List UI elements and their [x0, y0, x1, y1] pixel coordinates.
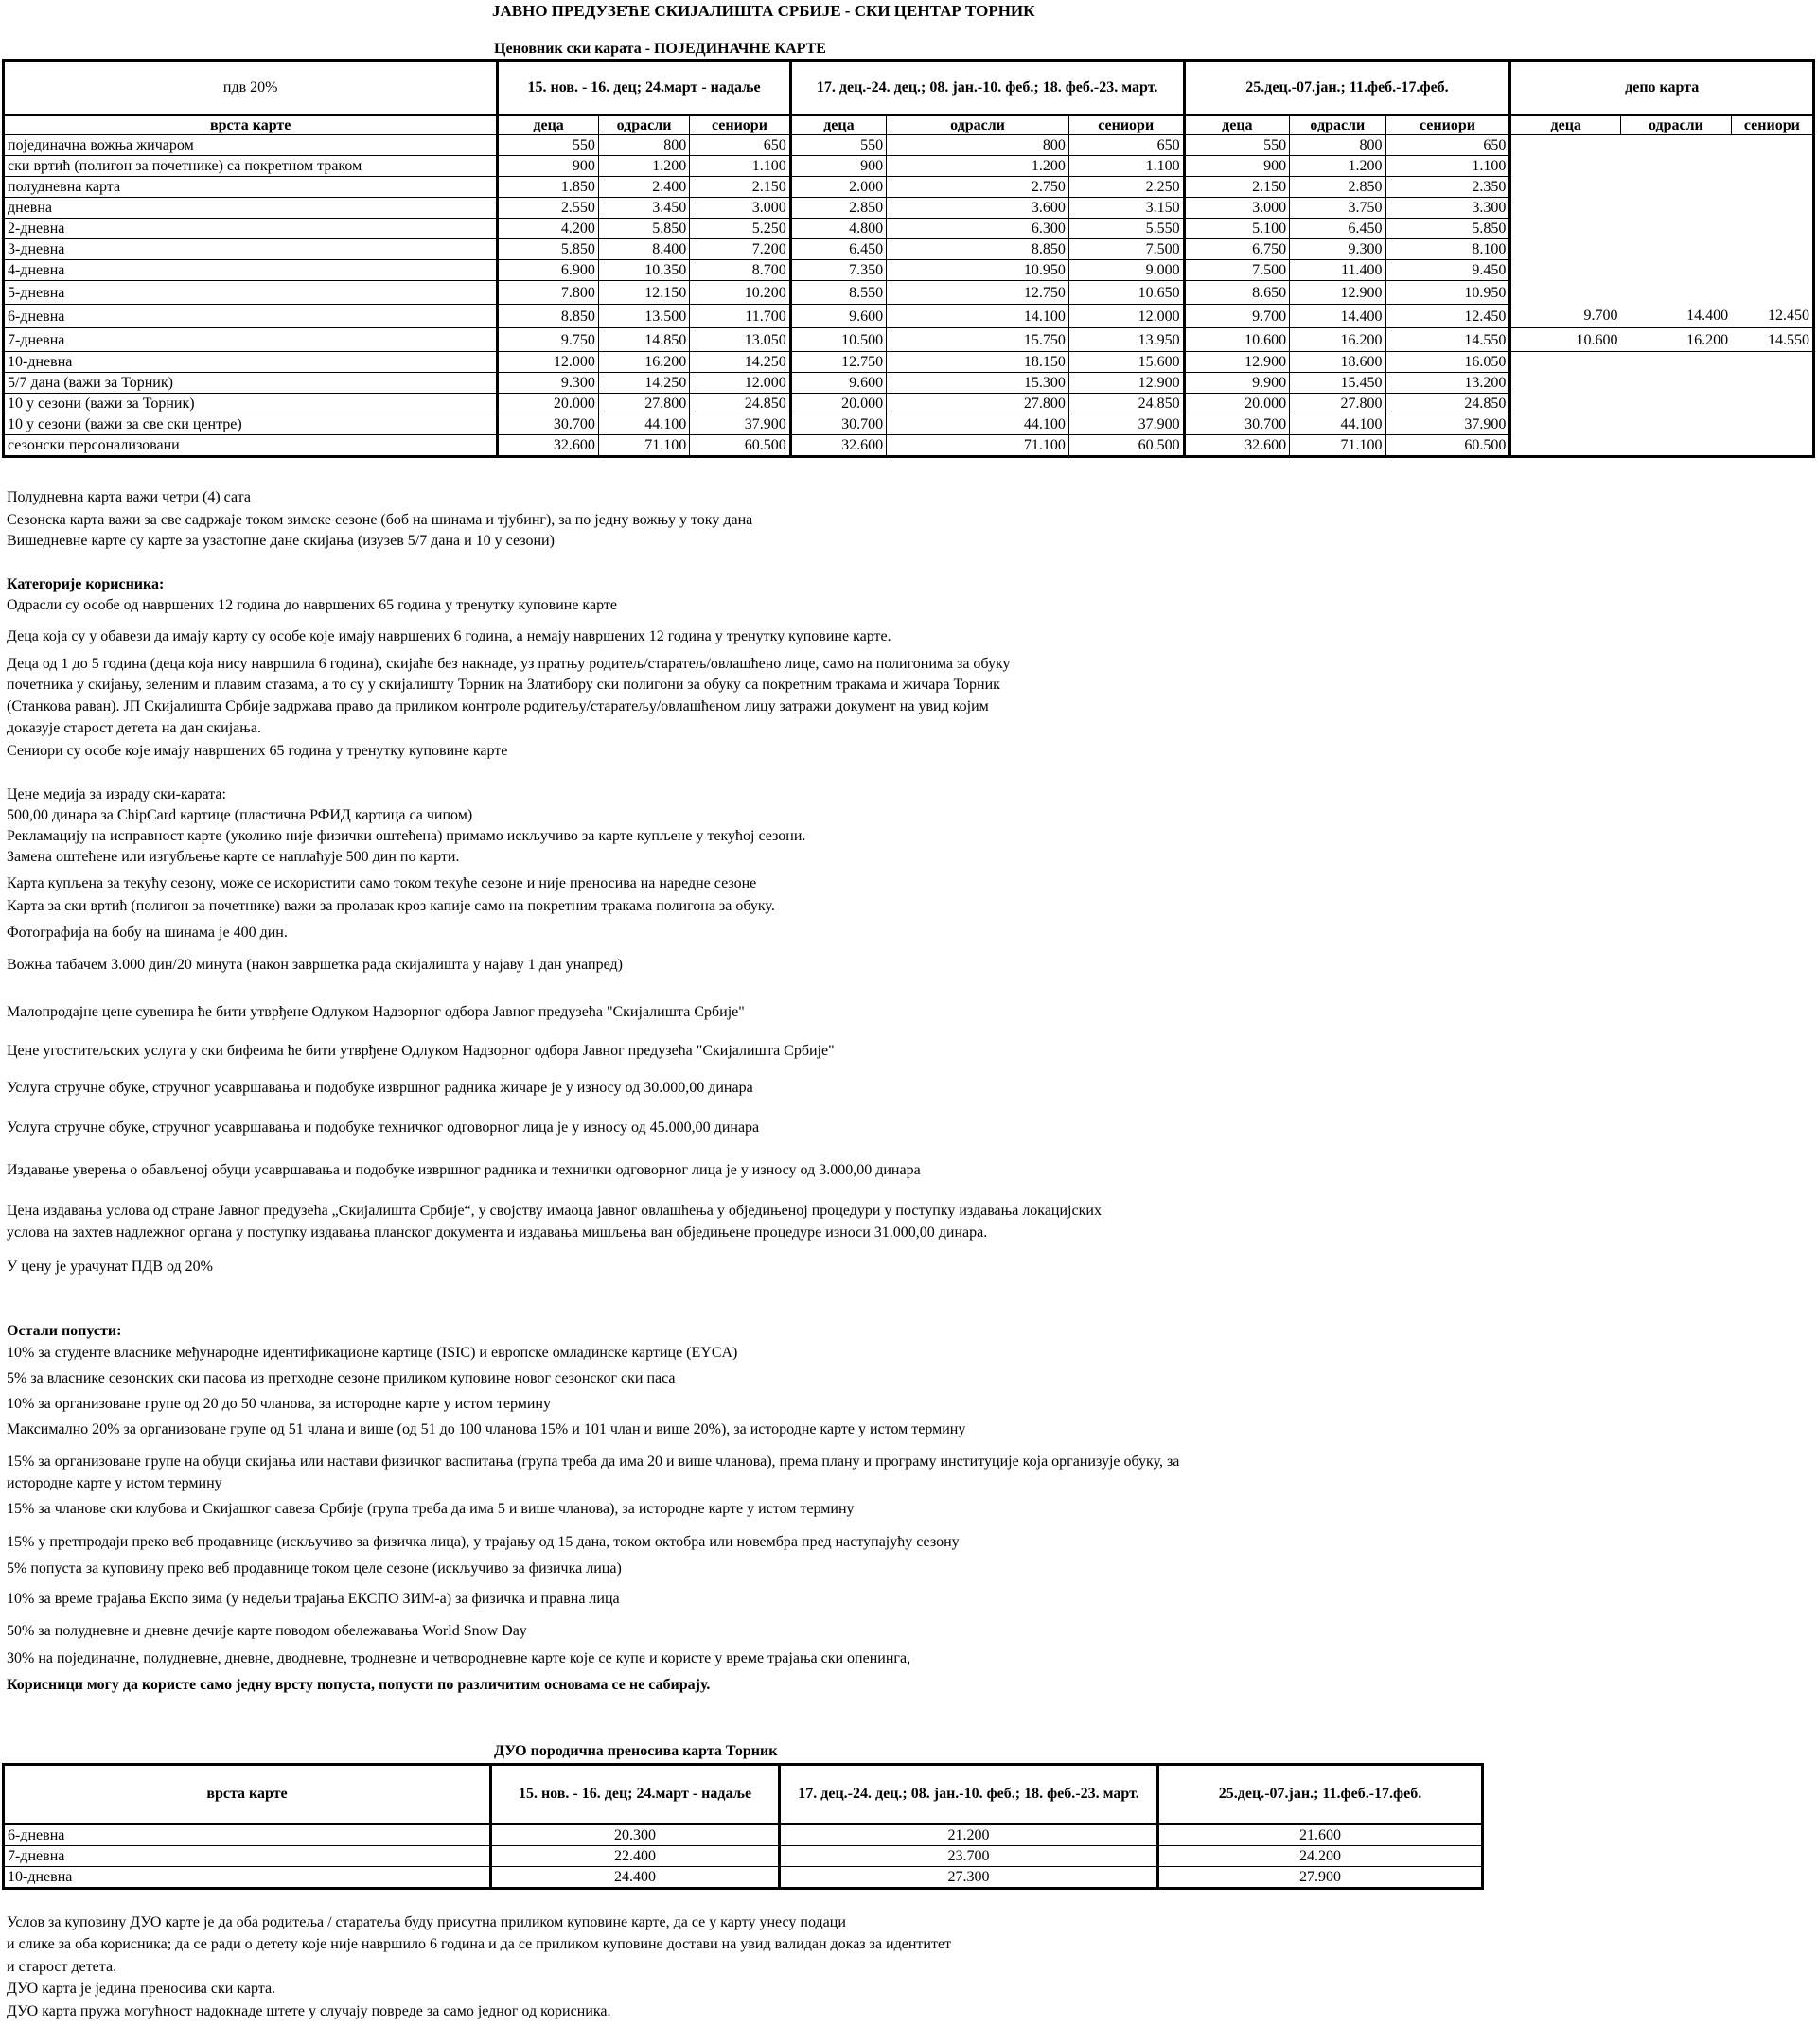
- ticket-type: 5-дневна: [4, 281, 498, 305]
- price-cell: 5.100: [1184, 219, 1290, 239]
- price-cell: 44.100: [598, 414, 689, 435]
- price-cell: 20.000: [498, 394, 599, 414]
- price-cell: 10.350: [598, 260, 689, 281]
- ticket-type: 10 у сезони (важи за све ски центре): [4, 414, 498, 435]
- ticket-type: 2-дневна: [4, 219, 498, 239]
- category-header: одрасли: [598, 115, 689, 135]
- period-header: 25.дец.-07.јан.; 11.феб.-17.феб.: [1184, 61, 1510, 115]
- price-cell: 8.700: [690, 260, 791, 281]
- price-cell: 24.850: [690, 394, 791, 414]
- ticket-type: 3-дневна: [4, 239, 498, 260]
- duo-ticket-type: 7-дневна: [4, 1846, 491, 1867]
- price-cell: 10.200: [690, 281, 791, 305]
- price-cell: 9.600: [790, 373, 886, 394]
- table-row: [4, 373, 1814, 394]
- depot-price-cell: 14.400: [1621, 305, 1732, 328]
- price-cell: 800: [887, 135, 1069, 156]
- period-header: депо карта: [1510, 61, 1814, 115]
- price-cell: 12.000: [498, 352, 599, 373]
- note-line: Замена оштећене или изгубљење карте се наплаћује 500 дин по карти.: [7, 849, 460, 865]
- category-header: одрасли: [1290, 115, 1385, 135]
- price-cell: 1.200: [1290, 156, 1385, 177]
- empty-cell: [1731, 177, 1813, 198]
- empty-cell: [1731, 260, 1813, 281]
- price-cell: 4.200: [498, 219, 599, 239]
- note-line: 50% за полудневне и дневне дечије карте поводом обележавања World Snow Day: [7, 1623, 527, 1639]
- price-cell: 12.900: [1184, 352, 1290, 373]
- price-cell: 9.300: [498, 373, 599, 394]
- duo-note-line: и слике за оба корисника; да се ради о детету које није навршило 6 година и да се приликом куповине достави на увид валидан доказ за идентитет: [7, 1936, 952, 1952]
- depot-price-cell: 12.450: [1731, 305, 1813, 328]
- category-header: деца: [498, 115, 599, 135]
- price-cell: 16.050: [1385, 352, 1510, 373]
- price-cell: 27.800: [598, 394, 689, 414]
- empty-cell: [1621, 435, 1732, 457]
- note-line: Категорије корисника:: [7, 576, 165, 592]
- table-row: [4, 394, 1814, 414]
- depot-price-cell: 14.550: [1731, 328, 1813, 352]
- price-cell: 13.200: [1385, 373, 1510, 394]
- page-subtitle: Ценовник ски карата - ПОЈЕДИНАЧНЕ КАРТЕ: [494, 41, 826, 57]
- empty-cell: [1510, 219, 1621, 239]
- price-cell: 14.250: [690, 352, 791, 373]
- note-line: Карта за ски вртић (полигон за почетнике) важи за пролазак кроз капије само на покретним тракама полигона за обуку.: [7, 898, 775, 914]
- note-line: Цена издавања услова од стране Јавног предузећа „Скијалишта Србије“, у својству имаоца јавног овлашћења у обједињеној процедури у поступку издавања локацијских: [7, 1203, 1102, 1219]
- table-row: [4, 219, 1814, 239]
- period-header: 17. дец.-24. дец.; 08. јан.-10. феб.; 18. феб.-23. март.: [790, 61, 1184, 115]
- price-cell: 2.850: [790, 198, 886, 219]
- empty-cell: [1510, 373, 1621, 394]
- ticket-type: ски вртић (полигон за почетнике) са покретном траком: [4, 156, 498, 177]
- price-cell: 3.000: [1184, 198, 1290, 219]
- price-cell: 37.900: [690, 414, 791, 435]
- price-cell: 12.000: [1068, 305, 1184, 328]
- note-line: Рекламацију на исправност карте (уколико није физички оштећена) примамо искључиво за карте купљене у текућој сезони.: [7, 828, 806, 844]
- table-row: [4, 414, 1814, 435]
- price-cell: 7.500: [1184, 260, 1290, 281]
- empty-cell: [1621, 394, 1732, 414]
- price-cell: 18.600: [1290, 352, 1385, 373]
- price-cell: 9.450: [1385, 260, 1510, 281]
- note-line: 15% у претпродаји преко веб продавнице (искључиво за физичка лица), у трајању од 15 дана, током октобра или новембра пред наступајућу сезону: [7, 1534, 960, 1550]
- empty-cell: [1510, 198, 1621, 219]
- page-title: ЈАВНО ПРЕДУЗЕЋЕ СКИЈАЛИШТА СРБИЈЕ - СКИ ЦЕНТАР ТОРНИК: [492, 2, 1035, 20]
- price-cell: 3.450: [598, 198, 689, 219]
- duo-price-cell: 23.700: [780, 1846, 1158, 1867]
- price-cell: 9.300: [1290, 239, 1385, 260]
- price-cell: 7.500: [1068, 239, 1184, 260]
- price-cell: 1.200: [887, 156, 1069, 177]
- price-cell: 15.300: [887, 373, 1069, 394]
- empty-cell: [1731, 281, 1813, 305]
- empty-cell: [1621, 373, 1732, 394]
- price-cell: 2.350: [1385, 177, 1510, 198]
- price-cell: 60.500: [690, 435, 791, 457]
- price-cell: 7.800: [498, 281, 599, 305]
- price-cell: 3.000: [690, 198, 791, 219]
- price-cell: 900: [498, 156, 599, 177]
- price-cell: 2.400: [598, 177, 689, 198]
- note-line: Фотографија на бобу на шинама је 400 дин.: [7, 925, 288, 941]
- price-cell: 14.850: [598, 328, 689, 352]
- empty-cell: [1621, 414, 1732, 435]
- price-cell: 1.850: [498, 177, 599, 198]
- table-row: [4, 435, 1814, 457]
- note-line: Одрасли су особе од навршених 12 година до навршених 65 година у тренутку куповине карте: [7, 597, 617, 613]
- price-cell: 27.800: [1290, 394, 1385, 414]
- empty-cell: [1731, 219, 1813, 239]
- price-cell: 2.150: [690, 177, 791, 198]
- depot-price-cell: 16.200: [1621, 328, 1732, 352]
- price-cell: 3.300: [1385, 198, 1510, 219]
- table-row: [4, 177, 1814, 198]
- duo-type-header: врста карте: [4, 1765, 491, 1824]
- note-line: Сезонска карта важи за све садржаје током зимске сезоне (боб на шинама и тјубинг), за по једну вожњу у току дана: [7, 512, 753, 528]
- duo-price-cell: 24.400: [491, 1867, 780, 1889]
- price-cell: 16.200: [1290, 328, 1385, 352]
- duo-price-cell: 27.900: [1158, 1867, 1483, 1889]
- depot-price-cell: 10.600: [1510, 328, 1621, 352]
- price-cell: 3.150: [1068, 198, 1184, 219]
- empty-cell: [1510, 260, 1621, 281]
- table-row: [4, 239, 1814, 260]
- category-header: одрасли: [1621, 115, 1732, 135]
- price-cell: 9.700: [1184, 305, 1290, 328]
- empty-cell: [1510, 156, 1621, 177]
- price-cell: 12.000: [690, 373, 791, 394]
- empty-cell: [1621, 239, 1732, 260]
- price-cell: 650: [690, 135, 791, 156]
- note-line: Остали попусти:: [7, 1323, 122, 1339]
- note-line: 500,00 динара за ChipCard картице (пластична РФИД картица са чипом): [7, 807, 473, 823]
- price-cell: 3.750: [1290, 198, 1385, 219]
- note-line: Вожња табачем 3.000 дин/20 минута (након завршетка рада скијалишта у најаву 1 дан унапред): [7, 957, 623, 973]
- price-cell: 6.450: [790, 239, 886, 260]
- price-cell: 44.100: [887, 414, 1069, 435]
- price-cell: 8.550: [790, 281, 886, 305]
- empty-cell: [1731, 352, 1813, 373]
- price-cell: 71.100: [887, 435, 1069, 457]
- empty-cell: [1510, 435, 1621, 457]
- empty-cell: [1621, 260, 1732, 281]
- price-cell: 550: [1184, 135, 1290, 156]
- note-line: почетника у скијању, зеленим и плавим стазама, а то су у скијалишту Торник на Златибору ски полигони за обуку са покретним тракама и жичара Торник: [7, 677, 1000, 693]
- price-cell: 2.150: [1184, 177, 1290, 198]
- category-header: сениори: [690, 115, 791, 135]
- empty-cell: [1731, 198, 1813, 219]
- price-cell: 30.700: [1184, 414, 1290, 435]
- price-cell: 10.950: [1385, 281, 1510, 305]
- empty-cell: [1731, 135, 1813, 156]
- empty-cell: [1510, 177, 1621, 198]
- ticket-type: 10 у сезони (важи за Торник): [4, 394, 498, 414]
- empty-cell: [1731, 394, 1813, 414]
- duo-price-cell: 27.300: [780, 1867, 1158, 1889]
- note-line: Карта купљена за текућу сезону, може се искористити само током текуће сезоне и није преносива на наредне сезоне: [7, 875, 757, 891]
- duo-price-cell: 22.400: [491, 1846, 780, 1867]
- duo-period-header: 17. дец.-24. дец.; 08. јан.-10. феб.; 18. феб.-23. март.: [780, 1765, 1158, 1824]
- category-header: деца: [790, 115, 886, 135]
- price-cell: 16.200: [598, 352, 689, 373]
- empty-cell: [1621, 177, 1732, 198]
- price-cell: 6.300: [887, 219, 1069, 239]
- duo-ticket-type: 10-дневна: [4, 1867, 491, 1889]
- category-header: сениори: [1068, 115, 1184, 135]
- price-cell: 5.850: [598, 219, 689, 239]
- note-line: Цене медија за израду ски-карата:: [7, 786, 226, 802]
- empty-cell: [1621, 219, 1732, 239]
- duo-ticket-type: 6-дневна: [4, 1824, 491, 1846]
- ticket-type: дневна: [4, 198, 498, 219]
- empty-cell: [1731, 156, 1813, 177]
- ticket-type: 6-дневна: [4, 305, 498, 328]
- price-cell: 18.150: [887, 352, 1069, 373]
- ticket-type: сезонски персонализовани: [4, 435, 498, 457]
- duo-price-cell: 24.200: [1158, 1846, 1483, 1867]
- empty-cell: [1621, 352, 1732, 373]
- price-cell: 650: [1068, 135, 1184, 156]
- empty-cell: [1510, 281, 1621, 305]
- price-cell: 900: [790, 156, 886, 177]
- price-cell: 10.600: [1184, 328, 1290, 352]
- note-line: Сениори су особе које имају навршених 65 година у тренутку куповине карте: [7, 743, 508, 759]
- price-cell: 1.200: [598, 156, 689, 177]
- price-cell: 32.600: [498, 435, 599, 457]
- price-cell: 6.900: [498, 260, 599, 281]
- duo-period-header: 25.дец.-07.јан.; 11.феб.-17.феб.: [1158, 1765, 1483, 1824]
- price-cell: 13.050: [690, 328, 791, 352]
- note-line: Полудневна карта важи четри (4) сата: [7, 489, 251, 505]
- note-line: (Станкова раван). ЈП Скијалишта Србије задржава право да приликом контроле родитељу/старатељу/овлашћеном лицу затражи документ на увид којим: [7, 698, 989, 714]
- price-cell: 1.100: [1385, 156, 1510, 177]
- empty-cell: [1510, 135, 1621, 156]
- table-row: [4, 156, 1814, 177]
- price-cell: 15.750: [887, 328, 1069, 352]
- price-cell: 12.150: [598, 281, 689, 305]
- price-cell: 14.100: [887, 305, 1069, 328]
- price-cell: 800: [598, 135, 689, 156]
- price-cell: 9.900: [1184, 373, 1290, 394]
- empty-cell: [1510, 414, 1621, 435]
- vat-label: пдв 20%: [4, 61, 498, 115]
- price-cell: 12.900: [1068, 373, 1184, 394]
- price-cell: 1.100: [1068, 156, 1184, 177]
- duo-row: [4, 1824, 1483, 1846]
- price-cell: 4.800: [790, 219, 886, 239]
- duo-price-cell: 21.600: [1158, 1824, 1483, 1846]
- category-header: сениори: [1385, 115, 1510, 135]
- price-cell: 7.350: [790, 260, 886, 281]
- note-line: 10% за студенте власнике међународне идентификационе картице (ISIC) и европске омладинске картице (EYCA): [7, 1345, 738, 1361]
- price-cell: 8.650: [1184, 281, 1290, 305]
- note-line: Корисници могу да користе само једну врсту попуста, попусти по различитим основама се не сабирају.: [7, 1677, 711, 1693]
- price-cell: 10.500: [790, 328, 886, 352]
- ticket-type: 10-дневна: [4, 352, 498, 373]
- price-cell: 2.850: [1290, 177, 1385, 198]
- note-line: 30% на појединачне, полудневне, дневне, дводневне, тродневне и четвородневне карте које се купе и користе у време трајања ски опенинга,: [7, 1650, 911, 1666]
- price-cell: 60.500: [1385, 435, 1510, 457]
- price-cell: 3.600: [887, 198, 1069, 219]
- price-cell: 5.250: [690, 219, 791, 239]
- price-cell: 9.750: [498, 328, 599, 352]
- table-row: [4, 260, 1814, 281]
- price-cell: 30.700: [790, 414, 886, 435]
- note-line: доказује старост детета на дан скијања.: [7, 720, 261, 736]
- note-line: Вишедневне карте су карте за узастопне дане скијања (изузев 5/7 дана и 10 у сезони): [7, 533, 555, 549]
- ticket-type: 4-дневна: [4, 260, 498, 281]
- duo-note-line: Услов за куповину ДУО карте је да оба родитеља / старатеља буду присутна приликом куповине карте, да се у карту унесу подаци: [7, 1914, 846, 1930]
- price-cell: 1.100: [690, 156, 791, 177]
- price-cell: 8.100: [1385, 239, 1510, 260]
- period-header: 15. нов. - 16. дец; 24.март - надаље: [498, 61, 790, 115]
- price-table: [2, 59, 1815, 458]
- note-line: 15% за чланове ски клубова и Скијашког савеза Србије (група треба да има 5 и више чланова), за истородне карте у истом термину: [7, 1501, 855, 1517]
- table-row: [4, 198, 1814, 219]
- price-cell: 8.850: [498, 305, 599, 328]
- price-cell: 37.900: [1068, 414, 1184, 435]
- duo-price-cell: 20.300: [491, 1824, 780, 1846]
- category-header: одрасли: [887, 115, 1069, 135]
- price-cell: 24.850: [1068, 394, 1184, 414]
- price-cell: 14.550: [1385, 328, 1510, 352]
- duo-row: [4, 1867, 1483, 1889]
- price-cell: 12.750: [790, 352, 886, 373]
- price-cell: 44.100: [1290, 414, 1385, 435]
- duo-row: [4, 1846, 1483, 1867]
- price-cell: 37.900: [1385, 414, 1510, 435]
- price-cell: 13.500: [598, 305, 689, 328]
- price-cell: 550: [498, 135, 599, 156]
- price-cell: 8.400: [598, 239, 689, 260]
- ticket-type: полудневна карта: [4, 177, 498, 198]
- price-cell: 10.650: [1068, 281, 1184, 305]
- price-cell: 27.800: [887, 394, 1069, 414]
- ticket-type: 5/7 дана (важи за Торник): [4, 373, 498, 394]
- table-row: [4, 352, 1814, 373]
- price-cell: 15.600: [1068, 352, 1184, 373]
- duo-table: [2, 1763, 1484, 1890]
- empty-cell: [1510, 352, 1621, 373]
- note-line: 10% за време трајања Експо зима (у недељи трајања ЕКСПО ЗИМ-а) за физичка и правна лица: [7, 1591, 620, 1607]
- price-cell: 2.550: [498, 198, 599, 219]
- empty-cell: [1621, 281, 1732, 305]
- empty-cell: [1731, 373, 1813, 394]
- price-cell: 14.400: [1290, 305, 1385, 328]
- price-cell: 10.950: [887, 260, 1069, 281]
- price-cell: 12.450: [1385, 305, 1510, 328]
- price-cell: 60.500: [1068, 435, 1184, 457]
- table-row: [4, 305, 1814, 328]
- duo-note-line: ДУО карта пружа могућност надокнаде штете у случају повреде за само једног од корисника.: [7, 2003, 611, 2019]
- note-line: Издавање уверења о обављеној обуци усавршавања и подобуке извршног радника и технички одговорног лица је у износу од 3.000,00 динара: [7, 1162, 921, 1178]
- price-cell: 900: [1184, 156, 1290, 177]
- price-cell: 30.700: [498, 414, 599, 435]
- duo-title: ДУО породична преносива карта Торник: [494, 1743, 778, 1759]
- price-cell: 11.400: [1290, 260, 1385, 281]
- empty-cell: [1510, 394, 1621, 414]
- table-row: [4, 135, 1814, 156]
- empty-cell: [1731, 435, 1813, 457]
- note-line: Малопродајне цене сувенира ће бити утврђене Одлуком Надзорног одбора Јавног предузећа "Скијалишта Србије": [7, 1004, 745, 1020]
- price-cell: 5.850: [1385, 219, 1510, 239]
- type-header: врста карте: [4, 115, 498, 135]
- price-cell: 12.750: [887, 281, 1069, 305]
- empty-cell: [1621, 135, 1732, 156]
- price-cell: 9.600: [790, 305, 886, 328]
- empty-cell: [1621, 198, 1732, 219]
- note-line: Максимално 20% за организоване групе од 51 члана и више (од 51 до 100 чланова 15% и 101 члан и више 20%), за истородне карте у истом термину: [7, 1421, 966, 1437]
- price-cell: 15.450: [1290, 373, 1385, 394]
- duo-note-line: и старост детета.: [7, 1959, 117, 1975]
- price-cell: 8.850: [887, 239, 1069, 260]
- price-cell: 71.100: [598, 435, 689, 457]
- price-cell: 650: [1385, 135, 1510, 156]
- price-cell: 11.700: [690, 305, 791, 328]
- table-row: [4, 328, 1814, 352]
- price-cell: 5.550: [1068, 219, 1184, 239]
- price-cell: 14.250: [598, 373, 689, 394]
- note-line: 10% за организоване групе од 20 до 50 чланова, за истородне карте у истом термину: [7, 1396, 551, 1412]
- note-line: 5% за власнике сезонских ски пасова из претходне сезоне приликом куповине новог сезонског ски паса: [7, 1370, 676, 1386]
- price-cell: 20.000: [790, 394, 886, 414]
- category-header: деца: [1184, 115, 1290, 135]
- duo-period-header: 15. нов. - 16. дец; 24.март - надаље: [491, 1765, 780, 1824]
- empty-cell: [1731, 239, 1813, 260]
- duo-price-cell: 21.200: [780, 1824, 1158, 1846]
- price-cell: 20.000: [1184, 394, 1290, 414]
- price-cell: 32.600: [790, 435, 886, 457]
- empty-cell: [1510, 239, 1621, 260]
- note-line: Услуга стручне обуке, стручног усавршавања и подобуке извршног радника жичаре је у износу од 30.000,00 динара: [7, 1080, 753, 1096]
- price-cell: 2.250: [1068, 177, 1184, 198]
- price-cell: 6.450: [1290, 219, 1385, 239]
- price-cell: 6.750: [1184, 239, 1290, 260]
- duo-note-line: ДУО карта је једина преносива ски карта.: [7, 1981, 276, 1997]
- ticket-type: 7-дневна: [4, 328, 498, 352]
- note-line: Деца од 1 до 5 година (деца која нису навршила 6 година), скијаће без накнаде, уз пратњу родитељ/старатељ/овлашћено лице, само на полигонима за обуку: [7, 656, 1011, 672]
- ticket-type: појединачна вожња жичаром: [4, 135, 498, 156]
- category-header: деца: [1510, 115, 1621, 135]
- note-line: истородне карте у истом термину: [7, 1475, 222, 1491]
- note-line: Услуга стручне обуке, стручног усавршавања и подобуке техничког одговорног лица је у износу од 45.000,00 динара: [7, 1119, 760, 1136]
- price-cell: 2.000: [790, 177, 886, 198]
- note-line: услова на захтев надлежног органа у поступку издавања планског документа и издавања мишљења ван обједињене процедуре износи 31.000,00 динара.: [7, 1225, 988, 1241]
- empty-cell: [1731, 414, 1813, 435]
- note-line: Цене угоститељских услуга у ски бифеима ће бити утврђене Одлуком Надзорног одбора Јавног предузећа "Скијалишта Србије": [7, 1043, 835, 1059]
- note-line: У цену је урачунат ПДВ од 20%: [7, 1259, 213, 1275]
- price-cell: 7.200: [690, 239, 791, 260]
- empty-cell: [1621, 156, 1732, 177]
- price-cell: 5.850: [498, 239, 599, 260]
- table-row: [4, 281, 1814, 305]
- price-cell: 12.900: [1290, 281, 1385, 305]
- note-line: 5% попуста за куповину преко веб продавнице током целе сезоне (искључиво за физичка лица): [7, 1560, 622, 1577]
- price-cell: 24.850: [1385, 394, 1510, 414]
- price-cell: 2.750: [887, 177, 1069, 198]
- price-cell: 32.600: [1184, 435, 1290, 457]
- price-cell: 13.950: [1068, 328, 1184, 352]
- price-cell: 800: [1290, 135, 1385, 156]
- note-line: 15% за организоване групе на обуци скијања или настави физичког васпитања (група треба да има 20 и више чланова), према плану и програму институције која организује обуку, за: [7, 1454, 1180, 1470]
- price-cell: 71.100: [1290, 435, 1385, 457]
- price-cell: 9.000: [1068, 260, 1184, 281]
- note-line: Деца која су у обавези да имају карту су особе које имају навршених 6 година, а немају навршених 12 година у тренутку куповине карте.: [7, 628, 891, 644]
- category-header: сениори: [1731, 115, 1813, 135]
- depot-price-cell: 9.700: [1510, 305, 1621, 328]
- price-cell: 550: [790, 135, 886, 156]
